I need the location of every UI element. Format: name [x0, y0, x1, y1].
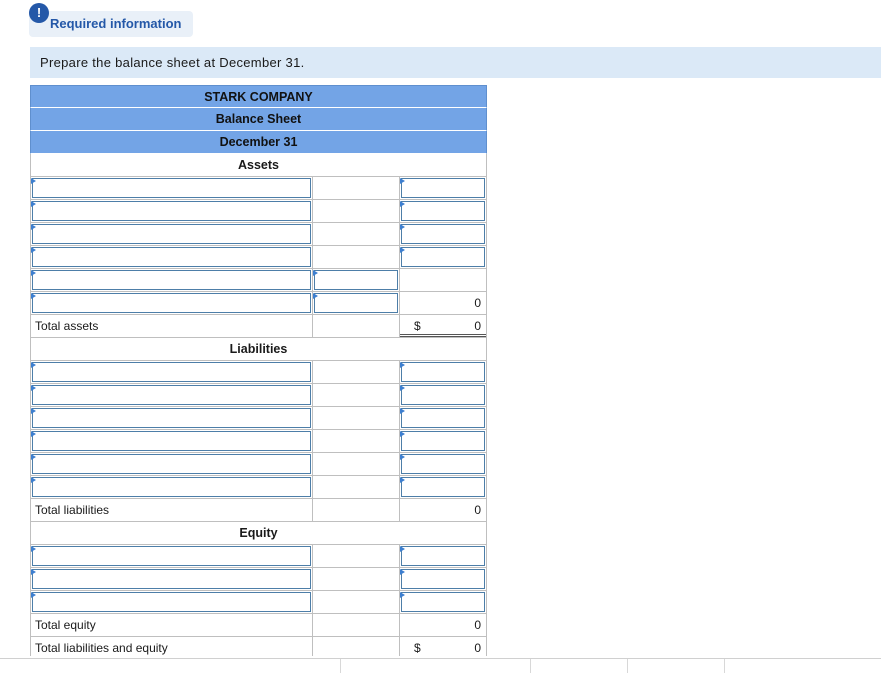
- liability-amount-input[interactable]: [401, 362, 485, 382]
- asset-row: [30, 200, 487, 223]
- dropdown-arrow-icon: [400, 546, 405, 552]
- dropdown-arrow-icon: [400, 224, 405, 230]
- total-assets-value: 0: [474, 319, 481, 333]
- liability-amount-input[interactable]: [401, 385, 485, 405]
- equity-account-select[interactable]: [32, 592, 311, 612]
- asset-row: [30, 246, 487, 269]
- equity-account-select[interactable]: [32, 546, 311, 566]
- asset-account-select[interactable]: [32, 224, 311, 244]
- total-assets-row: [30, 315, 487, 338]
- dropdown-arrow-icon: [31, 477, 36, 483]
- liability-amount-input[interactable]: [401, 431, 485, 451]
- liability-amount-input[interactable]: [401, 408, 485, 428]
- dropdown-arrow-icon: [400, 477, 405, 483]
- dropdown-arrow-icon: [31, 293, 36, 299]
- equity-amount-input[interactable]: [401, 592, 485, 612]
- dropdown-arrow-icon: [400, 362, 405, 368]
- asset-amount-input[interactable]: [401, 178, 485, 198]
- dropdown-arrow-icon: [31, 201, 36, 207]
- dropdown-arrow-icon: [31, 362, 36, 368]
- dropdown-arrow-icon: [313, 270, 318, 276]
- total-liabilities-label: Total liabilities: [35, 503, 110, 517]
- asset-subtotal-value: 0: [474, 296, 481, 310]
- liability-account-select[interactable]: [32, 454, 311, 474]
- equity-account-select[interactable]: [32, 569, 311, 589]
- equity-row: [30, 591, 487, 614]
- total-liabilities-row: [30, 499, 487, 522]
- liability-row: [30, 407, 487, 430]
- dropdown-arrow-icon: [31, 270, 36, 276]
- liability-account-select[interactable]: [32, 477, 311, 497]
- total-liabilities-value: 0: [474, 503, 481, 517]
- dropdown-arrow-icon: [400, 408, 405, 414]
- dropdown-arrow-icon: [31, 408, 36, 414]
- asset-subamount-input[interactable]: [314, 293, 398, 313]
- asset-contra-row: [30, 292, 487, 315]
- asset-row: [30, 223, 487, 246]
- asset-row: [30, 177, 487, 200]
- liability-account-select[interactable]: [32, 408, 311, 428]
- asset-account-select[interactable]: [32, 201, 311, 221]
- dropdown-arrow-icon: [31, 454, 36, 460]
- dropdown-arrow-icon: [31, 178, 36, 184]
- total-liabilities-equity-value: 0: [474, 641, 481, 655]
- liability-row: [30, 476, 487, 499]
- total-assets-label: Total assets: [35, 319, 99, 333]
- instruction-text: Prepare the balance sheet at December 31.: [30, 47, 881, 78]
- liabilities-heading: Liabilities: [30, 338, 487, 361]
- liability-account-select[interactable]: [32, 385, 311, 405]
- required-info-label: Required information: [50, 16, 182, 31]
- asset-account-select[interactable]: [32, 270, 311, 290]
- bottom-toolbar-edge: [0, 658, 881, 673]
- currency-symbol: $: [414, 319, 421, 333]
- assets-heading: Assets: [30, 154, 487, 177]
- dropdown-arrow-icon: [400, 178, 405, 184]
- dropdown-arrow-icon: [400, 385, 405, 391]
- liability-amount-input[interactable]: [401, 454, 485, 474]
- dropdown-arrow-icon: [400, 569, 405, 575]
- asset-subamount-input[interactable]: [314, 270, 398, 290]
- dropdown-arrow-icon: [31, 431, 36, 437]
- liability-row: [30, 384, 487, 407]
- dropdown-arrow-icon: [31, 592, 36, 598]
- liability-account-select[interactable]: [32, 431, 311, 451]
- asset-amount-input[interactable]: [401, 224, 485, 244]
- company-name: STARK COMPANY: [30, 85, 487, 108]
- total-equity-value: 0: [474, 618, 481, 632]
- equity-heading: Equity: [30, 522, 487, 545]
- dropdown-arrow-icon: [400, 431, 405, 437]
- dropdown-arrow-icon: [31, 385, 36, 391]
- asset-amount-input[interactable]: [401, 247, 485, 267]
- statement-date: December 31: [30, 131, 487, 154]
- asset-contra-row: [30, 269, 487, 292]
- asset-account-select[interactable]: [32, 293, 311, 313]
- liability-amount-input[interactable]: [401, 477, 485, 497]
- total-equity-row: [30, 614, 487, 637]
- dropdown-arrow-icon: [400, 454, 405, 460]
- dropdown-arrow-icon: [31, 569, 36, 575]
- dropdown-arrow-icon: [31, 224, 36, 230]
- liability-row: [30, 453, 487, 476]
- asset-amount-input[interactable]: [401, 201, 485, 221]
- liability-account-select[interactable]: [32, 362, 311, 382]
- equity-amount-input[interactable]: [401, 546, 485, 566]
- alert-icon: !: [29, 3, 49, 23]
- dropdown-arrow-icon: [400, 247, 405, 253]
- currency-symbol: $: [414, 641, 421, 655]
- statement-title: Balance Sheet: [30, 108, 487, 131]
- total-liabilities-equity-label: Total liabilities and equity: [35, 641, 168, 655]
- total-liabilities-equity-row: [30, 637, 487, 656]
- dropdown-arrow-icon: [313, 293, 318, 299]
- dropdown-arrow-icon: [400, 201, 405, 207]
- liability-row: [30, 430, 487, 453]
- total-equity-label: Total equity: [35, 618, 96, 632]
- asset-account-select[interactable]: [32, 178, 311, 198]
- dropdown-arrow-icon: [31, 546, 36, 552]
- balance-sheet: [30, 85, 487, 656]
- equity-row: [30, 545, 487, 568]
- dropdown-arrow-icon: [400, 592, 405, 598]
- asset-account-select[interactable]: [32, 247, 311, 267]
- equity-amount-input[interactable]: [401, 569, 485, 589]
- liability-row: [30, 361, 487, 384]
- dropdown-arrow-icon: [31, 247, 36, 253]
- equity-row: [30, 568, 487, 591]
